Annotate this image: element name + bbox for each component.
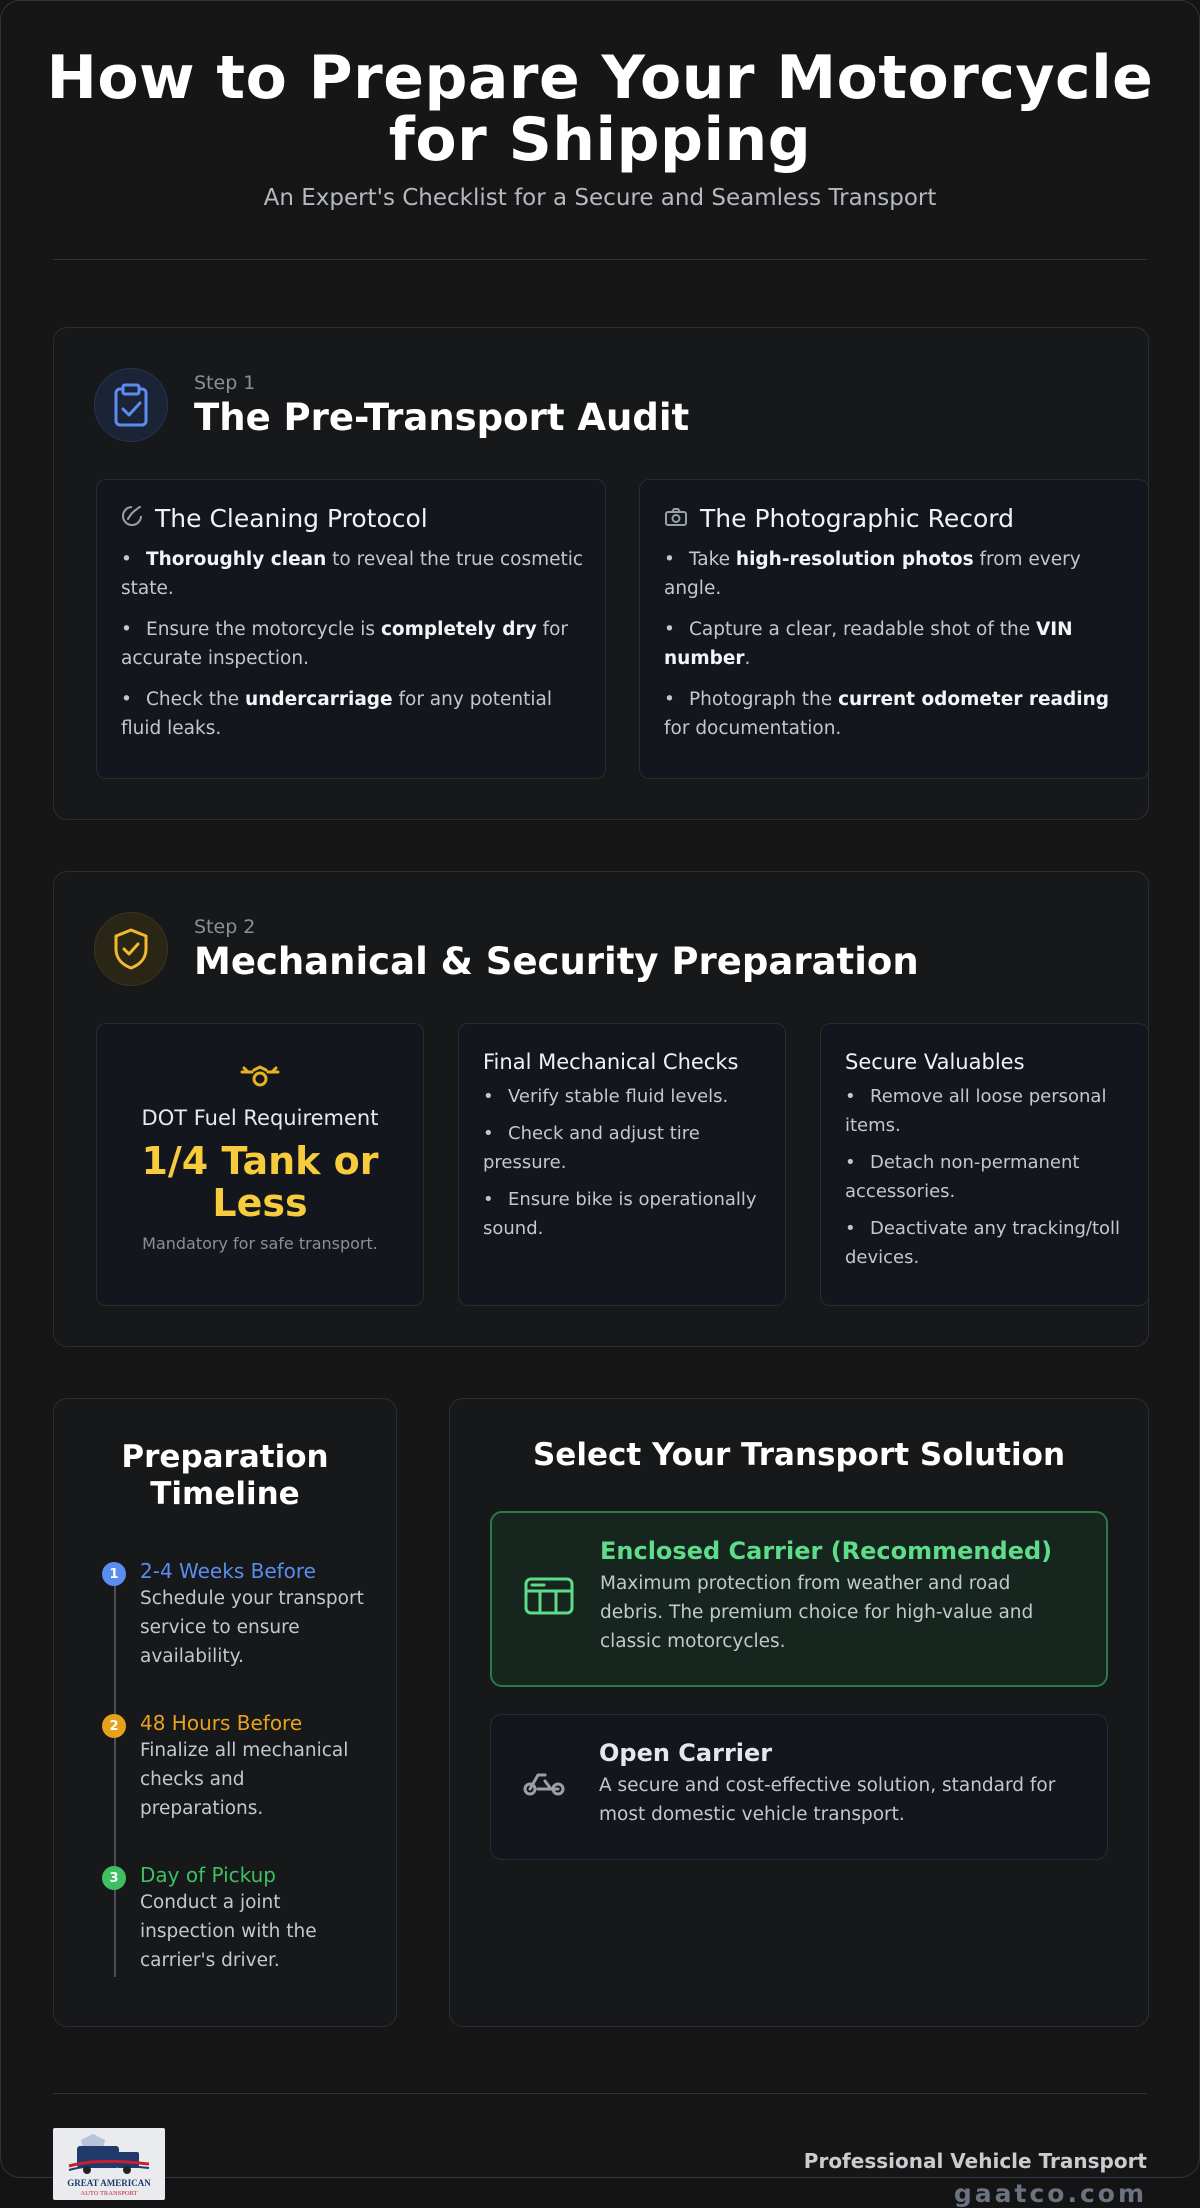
photo-text-pre: Take bbox=[689, 549, 736, 570]
bullet-dot: • bbox=[483, 1086, 494, 1107]
shield-check-icon bbox=[94, 912, 168, 986]
bullet-dot: • bbox=[121, 619, 132, 640]
secure-valuables-title: Secure Valuables bbox=[845, 1050, 1025, 1074]
bullet-dot: • bbox=[664, 549, 675, 570]
timeline-when: 48 Hours Before bbox=[140, 1711, 303, 1735]
timeline-step-number: 3 bbox=[102, 1866, 126, 1890]
mechanical-check-text: Check and adjust tire pressure. bbox=[483, 1123, 700, 1173]
bullet-dot: • bbox=[121, 689, 132, 710]
timeline-desc: Schedule your transport service to ensure availability. bbox=[140, 1588, 364, 1667]
footer-tagline: Professional Vehicle Transport bbox=[803, 2149, 1147, 2173]
step-2-title: Mechanical & Security Preparation bbox=[194, 939, 919, 983]
photo-item bbox=[664, 615, 1128, 673]
header bbox=[1, 1, 1199, 211]
mechanical-check-item bbox=[483, 1119, 767, 1177]
step-1-card bbox=[53, 327, 1149, 820]
timeline-desc: Conduct a joint inspection with the carrier's driver. bbox=[140, 1892, 317, 1971]
enclosed-carrier-title: Enclosed Carrier (Recommended) bbox=[600, 1537, 1053, 1565]
bullet-dot: • bbox=[845, 1086, 856, 1107]
timeline-title bbox=[54, 1439, 396, 1513]
open-carrier-option[interactable] bbox=[490, 1714, 1108, 1860]
photo-text-post: from every angle. bbox=[664, 549, 1081, 599]
timeline-when: 2-4 Weeks Before bbox=[140, 1559, 316, 1583]
step-1-title: The Pre-Transport Audit bbox=[194, 395, 690, 439]
bullet-dot: • bbox=[483, 1189, 494, 1210]
cleaning-icon bbox=[121, 504, 155, 533]
secure-valuables-list bbox=[845, 1082, 1130, 1272]
timeline-title-line-1: Preparation bbox=[121, 1439, 329, 1475]
valuables-text: Remove all loose personal items. bbox=[845, 1086, 1107, 1136]
open-carrier-icon bbox=[521, 1769, 567, 1803]
mechanical-check-text: Verify stable fluid levels. bbox=[508, 1086, 729, 1107]
photographic-record-panel bbox=[639, 479, 1149, 779]
step-1-label: Step 1 bbox=[194, 371, 256, 394]
timeline-card bbox=[53, 1398, 397, 2027]
cleaning-protocol-title: The Cleaning Protocol bbox=[155, 504, 428, 533]
page-title-line-1: How to Prepare Your Motorcycle bbox=[46, 43, 1154, 113]
photo-item bbox=[664, 685, 1128, 743]
photographic-record-title: The Photographic Record bbox=[700, 504, 1014, 533]
cleaning-text-pre: Check the bbox=[146, 689, 246, 710]
transport-card bbox=[449, 1398, 1149, 2027]
fuel-value-line-1: 1/4 Tank or bbox=[141, 1139, 379, 1183]
valuables-item bbox=[845, 1214, 1130, 1272]
cleaning-item bbox=[121, 685, 585, 743]
timeline-step-number: 2 bbox=[102, 1714, 126, 1738]
mechanical-check-item bbox=[483, 1082, 767, 1111]
timeline-title-line-2: Timeline bbox=[150, 1476, 300, 1512]
fuel-requirement-value bbox=[107, 1140, 413, 1224]
mechanical-checks-panel bbox=[458, 1023, 786, 1306]
company-logo bbox=[53, 2128, 165, 2200]
mechanical-check-item bbox=[483, 1185, 767, 1243]
photo-text-pre: Capture a clear, readable shot of the bbox=[689, 619, 1036, 640]
mechanical-checks-title: Final Mechanical Checks bbox=[483, 1050, 739, 1074]
fuel-requirement-label: DOT Fuel Requirement bbox=[141, 1106, 379, 1130]
footer-divider bbox=[53, 2093, 1147, 2094]
photo-text-bold: current odometer reading bbox=[838, 689, 1110, 710]
cleaning-item bbox=[121, 615, 585, 673]
photo-text-pre: Photograph the bbox=[689, 689, 839, 710]
cleaning-text-bold: Thoroughly clean bbox=[146, 549, 327, 570]
footer-branding bbox=[804, 2149, 1147, 2208]
valuables-item bbox=[845, 1148, 1130, 1206]
header-divider bbox=[53, 259, 1147, 260]
timeline-item bbox=[102, 1862, 372, 1975]
photo-text-post: . bbox=[744, 648, 751, 669]
cleaning-protocol-panel bbox=[96, 479, 606, 779]
transport-title: Select Your Transport Solution bbox=[532, 1437, 1066, 1473]
photo-text-post: for documentation. bbox=[664, 718, 842, 739]
enclosed-carrier-desc: Maximum protection from weather and road debris. The premium choice for high-value and classic motorcycles. bbox=[600, 1573, 1034, 1652]
photo-item bbox=[664, 545, 1128, 603]
timeline-step-number: 1 bbox=[102, 1562, 126, 1586]
bullet-dot: • bbox=[845, 1218, 856, 1239]
logo-text-2: AUTO TRANSPORT bbox=[80, 2190, 138, 2197]
valuables-item bbox=[845, 1082, 1130, 1140]
timeline-item bbox=[102, 1710, 372, 1823]
mechanical-checks-list bbox=[483, 1082, 767, 1243]
timeline-desc: Finalize all mechanical checks and preparations. bbox=[140, 1740, 349, 1819]
footer-website[interactable]: gaatco.com bbox=[953, 2179, 1147, 2208]
open-carrier-title: Open Carrier bbox=[599, 1739, 773, 1767]
logo-text-1: GREAT AMERICAN bbox=[67, 2178, 151, 2188]
cleaning-list bbox=[121, 545, 585, 743]
page-title-line-2: for Shipping bbox=[388, 105, 812, 175]
cleaning-item bbox=[121, 545, 585, 603]
timeline-when: Day of Pickup bbox=[140, 1863, 276, 1887]
page-subtitle: An Expert's Checklist for a Secure and Seamless Transport bbox=[263, 185, 937, 211]
mechanical-check-text: Ensure bike is operationally sound. bbox=[483, 1189, 757, 1239]
enclosed-carrier-option[interactable] bbox=[490, 1511, 1108, 1687]
photo-text-bold: VIN number bbox=[664, 619, 1073, 669]
cleaning-text-post: to reveal the true cosmetic state. bbox=[121, 549, 584, 599]
cleaning-text-post: for accurate inspection. bbox=[121, 619, 569, 669]
cleaning-text-bold: undercarriage bbox=[245, 689, 393, 710]
cleaning-text-pre: Ensure the motorcycle is bbox=[146, 619, 381, 640]
fuel-requirement-panel bbox=[96, 1023, 424, 1306]
step-2-card bbox=[53, 871, 1149, 1347]
bullet-dot: • bbox=[483, 1123, 494, 1144]
photo-list bbox=[664, 545, 1128, 743]
bullet-dot: • bbox=[845, 1152, 856, 1173]
clipboard-check-icon bbox=[94, 368, 168, 442]
valuables-text: Deactivate any tracking/toll devices. bbox=[845, 1218, 1121, 1268]
valuables-text: Detach non-permanent accessories. bbox=[845, 1152, 1080, 1202]
cleaning-text-post: for any potential fluid leaks. bbox=[121, 689, 552, 739]
bullet-dot: • bbox=[664, 689, 675, 710]
camera-icon bbox=[664, 504, 700, 533]
bullet-dot: • bbox=[121, 549, 132, 570]
photo-text-bold: high-resolution photos bbox=[735, 549, 974, 570]
secure-valuables-panel bbox=[820, 1023, 1149, 1306]
enclosed-trailer-icon bbox=[522, 1575, 576, 1623]
bullet-dot: • bbox=[664, 619, 675, 640]
fuel-requirement-note: Mandatory for safe transport. bbox=[142, 1234, 378, 1253]
fuel-icon bbox=[107, 1064, 413, 1092]
cleaning-text-bold: completely dry bbox=[380, 619, 537, 640]
page-title bbox=[1, 43, 1199, 175]
fuel-value-line-2: Less bbox=[212, 1181, 308, 1225]
open-carrier-desc: A secure and cost-effective solution, standard for most domestic vehicle transport. bbox=[599, 1775, 1056, 1825]
step-2-label: Step 2 bbox=[194, 915, 256, 938]
timeline-item bbox=[102, 1558, 372, 1671]
